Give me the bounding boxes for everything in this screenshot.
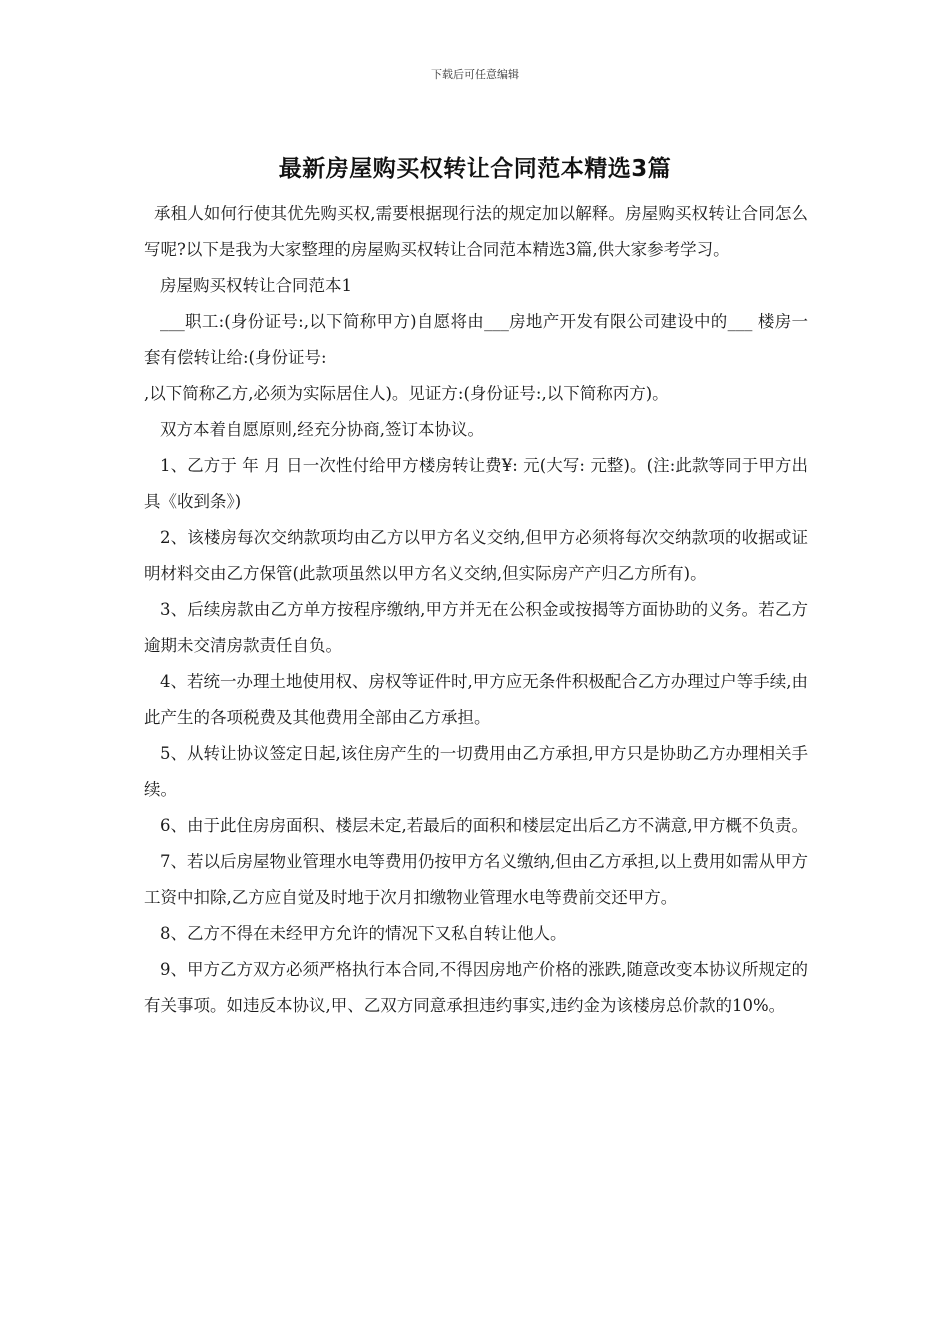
clause-4: 4、若统一办理土地使用权、房权等证件时,甲方应无条件积极配合乙方办理过户等手续,由此产生的各项税费及其他费用全部由乙方承担。	[144, 672, 808, 727]
clause-8: 8、乙方不得在未经甲方允许的情况下又私自转让他人。	[160, 924, 567, 943]
contract-parties-paragraph: ___职工:(身份证号:,以下简称甲方)自愿将由___房地产开发有限公司建设中的___ 楼房一套有偿转让给:(身份证号:	[144, 312, 808, 367]
document-body	[144, 196, 808, 1024]
section-heading: 房屋购买权转让合同范本1	[160, 276, 352, 295]
clause-1: 1、乙方于 年 月 日一次性付给甲方楼房转让费¥: 元(大写: 元整)。(注:此款等同于甲方出具《收到条》)	[144, 456, 808, 511]
contract-parties-continued: ,以下简称乙方,必须为实际居住人)。见证方:(身份证号:,以下简称丙方)。	[144, 384, 669, 403]
intro-paragraph: 承租人如何行使其优先购买权,需要根据现行法的规定加以解释。房屋购买权转让合同怎么写呢?以下是我为大家整理的房屋购买权转让合同范本精选3篇,供大家参考学习。	[144, 204, 808, 259]
clause-3: 3、后续房款由乙方单方按程序缴纳,甲方并无在公积金或按揭等方面协助的义务。若乙方逾期未交清房款责任自负。	[144, 600, 808, 655]
clause-5: 5、从转让协议签定日起,该住房产生的一切费用由乙方承担,甲方只是协助乙方办理相关手续。	[144, 744, 808, 799]
clause-2: 2、该楼房每次交纳款项均由乙方以甲方名义交纳,但甲方必须将每次交纳款项的收据或证明材料交由乙方保管(此款项虽然以甲方名义交纳,但实际房产产归乙方所有)。	[144, 528, 808, 583]
agreement-statement: 双方本着自愿原则,经充分协商,签订本协议。	[160, 420, 484, 439]
clause-6: 6、由于此住房房面积、楼层未定,若最后的面积和楼层定出后乙方不满意,甲方概不负责。	[160, 816, 808, 835]
clause-9: 9、甲方乙方双方必须严格执行本合同,不得因房地产价格的涨跌,随意改变本协议所规定的有关事项。如违反本协议,甲、乙双方同意承担违约事实,违约金为该楼房总价款的10%。	[144, 960, 808, 1015]
header-note: 下载后可任意编辑	[431, 68, 519, 81]
clause-7: 7、若以后房屋物业管理水电等费用仍按甲方名义缴纳,但由乙方承担,以上费用如需从甲方工资中扣除,乙方应自觉及时地于次月扣缴物业管理水电等费前交还甲方。	[144, 852, 808, 907]
document-title: 最新房屋购买权转让合同范本精选3篇	[278, 156, 672, 182]
